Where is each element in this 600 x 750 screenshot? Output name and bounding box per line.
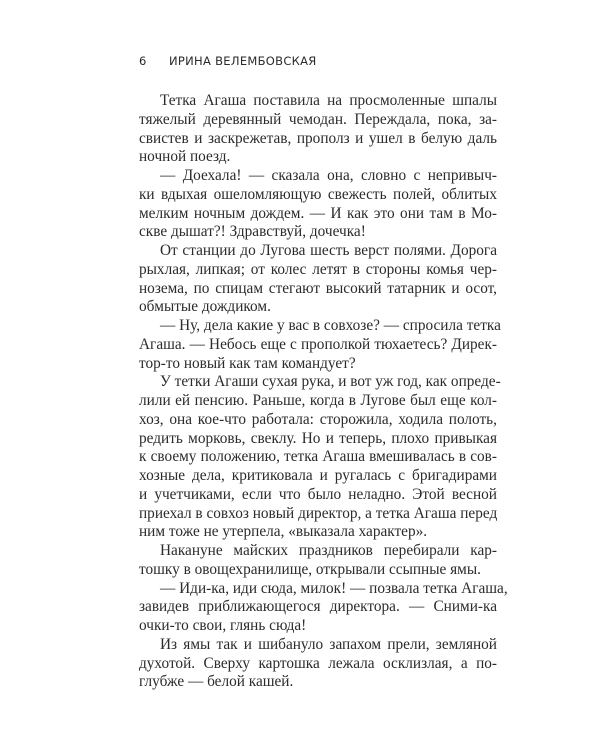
paragraph [139, 92, 497, 167]
text-line: тяжелый деревянный чемодан. Переждала, пока, за- [139, 110, 497, 128]
text-line: Из ямы так и шибануло запахом прели, земляной [160, 635, 497, 653]
text-line: Агаша. — Небось еще с прополкой тюхаетесь? Дирек- [139, 335, 497, 353]
page-body-text [139, 92, 508, 692]
text-line: завидев приближающегося директора. — Сними-ка [139, 598, 497, 616]
text-line: мелким ночным дождем. — И как это они там в Мо- [139, 204, 497, 222]
paragraph [139, 167, 497, 242]
page-number: 6 [139, 54, 147, 68]
text-line: — Ну, дела какие у вас в совхозе? — спросила тетка [160, 317, 501, 334]
text-line: ним тоже не утерпела, «выказала характер». [139, 523, 428, 541]
text-line: — Иди-ка, иди сюда, милок! — позвала тетка Агаша, [160, 579, 508, 597]
text-line: У тетки Агаши сухая рука, и вот уж год, как опреде- [160, 373, 501, 391]
running-header [139, 54, 317, 68]
paragraph [139, 579, 508, 636]
text-line: нозема, по спицам стегают высокий татарник и осот, [139, 279, 497, 297]
running-title: ИРИНА ВЕЛЕМБОВСКАЯ [169, 54, 317, 68]
text-line: и учетчиками, если что было неладно. Этой весной [139, 485, 497, 503]
text-line: ночной поезд. [139, 148, 231, 166]
text-line: хозные дела, критиковала и ругалась с бригадирами [139, 467, 497, 484]
text-line: к своему положению, тетка Агаша вмешивалась в сов- [139, 448, 497, 466]
text-line: скве дышат?! Здравствуй, дочечка! [139, 223, 366, 241]
text-line: рыхлая, липкая; от колес летят в стороны комья чер- [139, 260, 497, 278]
text-line: свистев и заскрежетав, прополз и ушел в белую даль [139, 129, 497, 147]
text-line: приехал в совхоз новый директор, а тетка Агаша перед [139, 504, 498, 522]
text-line: Накануне майских праздников перебирали кар- [160, 542, 497, 559]
paragraph [139, 636, 497, 692]
paragraph [139, 542, 497, 580]
paragraph [139, 317, 501, 373]
text-line: Тетка Агаша поставила на просмоленные шпалы [160, 92, 497, 109]
text-line: очки-то свои, глянь сюда! [139, 617, 307, 634]
text-line: тор-то новый как там командует? [139, 354, 356, 372]
text-line: лили ей пенсию. Раньше, когда в Лугове был еще кол- [139, 392, 497, 409]
text-line: глубже — белой кашей. [139, 673, 294, 691]
paragraph [139, 373, 501, 542]
text-line: От станции до Лугова шесть верст полями. Дорога [160, 242, 497, 259]
text-line: хоз, она кое-что работала: сторожила, ходила полоть, [139, 410, 497, 428]
text-line: редить морковь, свеклу. Но и теперь, плохо привыкая [139, 429, 497, 447]
text-line: ки вдыхая ошеломляющую свежесть полей, облитых [139, 185, 497, 203]
text-line: обмытые дождиком. [139, 298, 271, 316]
text-line: духотой. Сверху картошка лежала осклизлая, а по- [139, 654, 497, 672]
paragraph [139, 242, 497, 317]
text-line: тошку в овощехранилище, открывали ссыпные ямы. [139, 560, 481, 578]
text-line: — Доехала! — сказала она, словно с непривыч- [160, 167, 497, 184]
